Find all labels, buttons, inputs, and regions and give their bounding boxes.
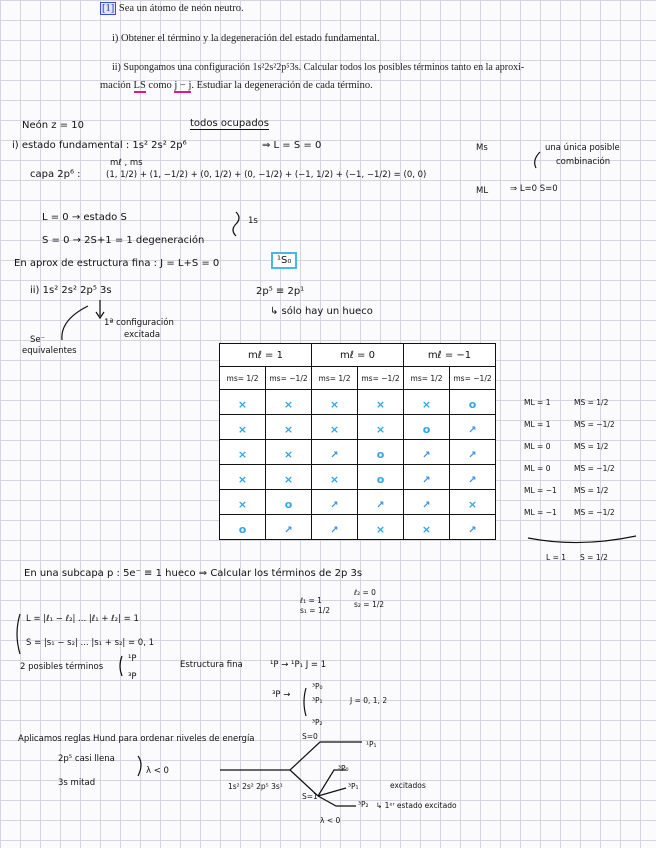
- branch-3p2: [318, 796, 356, 806]
- occupancy-mark: ↗: [422, 499, 431, 511]
- ml-value: ML = 0: [524, 441, 551, 451]
- subcapa-line: En una subcapa p : 5e⁻ ≡ 1 hueco ⇒ Calcular los términos de 2p 3s: [24, 568, 363, 579]
- reference-link[interactable]: [1]: [102, 3, 115, 14]
- occupancy-mark: o: [284, 497, 293, 511]
- part-ii-line1: ii) Supongamos una configuración 1s²2s²2p⁵3s. Calcular todos los posibles términos tanto en la aproxi-: [112, 62, 525, 73]
- ml-value: ML = 1: [524, 397, 551, 407]
- l1-label: ℓ₁ = 1: [300, 596, 322, 605]
- ms-value: MS = −1/2: [574, 463, 615, 473]
- ms-header: ms= −1/2: [358, 367, 404, 390]
- estructura-fina: En aprox de estructura fina : J = L+S = 0: [14, 258, 220, 269]
- hund-2p: 2p⁵ casi llena: [58, 754, 115, 764]
- equivalentes: equivalentes: [22, 346, 77, 356]
- jj-underlined: j − j: [174, 80, 192, 91]
- occupancy-mark: ↗: [376, 499, 385, 511]
- down-arrow-stroke: [96, 300, 104, 318]
- capa-label: capa 2p⁶ :: [30, 169, 81, 180]
- s-range: S = |s₁ − s₂| ... |s₁ + s₂| = 0, 1: [26, 638, 155, 648]
- posibles-brace-stroke: [120, 656, 122, 676]
- arrow-stroke: [535, 152, 540, 168]
- estado-fundamental: i) estado fundamental : 1s² 2s² 2p⁶: [12, 140, 187, 151]
- lambda-bottom: λ < 0: [320, 816, 341, 825]
- occupancy-mark: ×: [237, 472, 248, 486]
- occupancy-mark: ×: [283, 422, 294, 436]
- ml-header-m1: mℓ = −1: [404, 344, 496, 367]
- ms-header: ms= 1/2: [404, 367, 450, 390]
- brace-stroke: [233, 212, 239, 236]
- se-label: Se⁻: [30, 335, 46, 345]
- occupancy-mark: ↗: [468, 449, 477, 461]
- ml-value: ML = −1: [524, 485, 557, 495]
- occupancy-mark: ↗: [468, 474, 477, 486]
- level-3p0: ³P₀: [338, 764, 349, 773]
- term-1p: ¹P: [128, 654, 137, 664]
- occupancy-mark: o: [238, 522, 247, 536]
- excitados: excitados: [390, 781, 426, 790]
- occupancy-mark: ↗: [330, 449, 339, 461]
- occupancy-mark: ↗: [422, 449, 431, 461]
- occupancy-mark: ↗: [468, 424, 477, 436]
- occupancy-mark: ×: [329, 397, 340, 411]
- primer-excitado: ↳ 1ᵉʳ estado excitado: [376, 801, 457, 810]
- occupancy-mark: ×: [421, 522, 432, 536]
- occupancy-mark: o: [376, 447, 385, 461]
- l-s-zero: ⇒ L = S = 0: [262, 140, 322, 151]
- occupancy-mark: ↗: [330, 524, 339, 536]
- term-3p: ³P: [128, 672, 137, 682]
- branch-1p: [290, 742, 362, 770]
- ml-header-0: mℓ = 0: [312, 344, 404, 367]
- fine-3p1: ³P₁: [312, 696, 323, 705]
- occupancy-mark: ×: [329, 422, 340, 436]
- s1-level-label: S=1: [302, 792, 318, 801]
- occupancy-mark: ↗: [468, 524, 477, 536]
- ml-ms-label: mℓ , ms: [110, 158, 143, 168]
- j-values: J = 0, 1, 2: [350, 696, 388, 705]
- fine-3p2: ³P₂: [312, 718, 323, 727]
- occupancy-mark: ×: [283, 447, 294, 461]
- part-ii-line2: mación LS como j − j. Estudiar la degeneración de cada término.: [100, 80, 373, 91]
- brace-1s: 1s: [248, 216, 258, 226]
- s0-label: S=0: [302, 732, 318, 741]
- l-zero-line: L = 0 → estado S: [42, 212, 127, 223]
- capa-terms: (1, 1/2) + (1, −1/2) + (0, 1/2) + (0, −1/2) + (−1, 1/2) + (−1, −1/2) = (0, 0): [106, 170, 427, 180]
- ml-value: ML = −1: [524, 507, 557, 517]
- una-sola: una única posible: [545, 143, 620, 153]
- ml-header-1: mℓ = 1: [220, 344, 312, 367]
- config-excitada-2: excitada: [124, 330, 161, 340]
- fine-1p: ¹P → ¹P₁ J = 1: [270, 660, 327, 670]
- branch-3p: [290, 770, 318, 796]
- occupancy-mark: ↗: [284, 524, 293, 536]
- occupancy-mark: ↗: [422, 474, 431, 486]
- curved-arrow-stroke: [62, 306, 88, 340]
- ms-value: MS = 1/2: [574, 441, 609, 451]
- sum-l: L = 1: [546, 553, 567, 562]
- ml-value: ML = 0: [524, 463, 551, 473]
- lambda-neg: λ < 0: [146, 766, 169, 776]
- hund-3s: 3s mitad: [58, 778, 96, 788]
- left-bracket-stroke: [17, 614, 20, 654]
- occupancy-mark: ×: [421, 397, 432, 411]
- occupancy-mark: ×: [237, 397, 248, 411]
- occupancy-mark: o: [468, 397, 477, 411]
- fine-3p-head: ³P →: [272, 690, 291, 700]
- config-excitada-1: 1ª configuración: [104, 318, 174, 328]
- occupancy-mark: ×: [467, 497, 478, 511]
- ms-header: ms= 1/2: [312, 367, 358, 390]
- estructura-fina-2: Estructura fina: [180, 660, 243, 670]
- occupancy-mark: ×: [329, 472, 340, 486]
- occupancy-mark: ×: [375, 397, 386, 411]
- l-range: L = |ℓ₁ − ℓ₂| ... |ℓ₁ + ℓ₂| = 1: [26, 614, 139, 624]
- ms-value: MS = −1/2: [574, 507, 615, 517]
- occupancy-mark: ×: [237, 422, 248, 436]
- ms-header: ms= −1/2: [450, 367, 496, 390]
- part-i-text: i) Obtener el término y la degeneración del estado fundamental.: [112, 33, 380, 44]
- occupancy-mark: ↗: [330, 499, 339, 511]
- occupancy-mark: ×: [375, 522, 386, 536]
- ms-value: MS = 1/2: [574, 397, 609, 407]
- hund-rule: Aplicamos reglas Hund para ordenar niveles de energía: [18, 734, 255, 744]
- ml-label: ML: [476, 186, 489, 196]
- occupancy-mark: o: [376, 472, 385, 486]
- ls-underlined: LS: [133, 80, 146, 91]
- term-1s0-box: ¹S₀: [271, 252, 297, 269]
- level-1p1: ¹P₁: [366, 740, 377, 749]
- statement-text: Sea un átomo de neón neutro.: [118, 3, 244, 14]
- s-zero-line: S = 0 → 2S+1 = 1 degeneración: [42, 235, 205, 246]
- occupancy-mark: ×: [375, 422, 386, 436]
- summary-brace-stroke: [528, 536, 636, 543]
- occupancy-mark: ×: [237, 447, 248, 461]
- posibles-terminos: 2 posibles términos: [20, 662, 104, 672]
- sum-s: S = 1/2: [580, 553, 608, 562]
- ms-header: ms= −1/2: [266, 367, 312, 390]
- part-ii-config: ii) 1s² 2s² 2p⁵ 3s: [30, 285, 112, 296]
- solo-hueco: ↳ sólo hay un hueco: [270, 306, 373, 317]
- occupancy-mark: ×: [283, 397, 294, 411]
- todos-ocupados: todos ocupados: [190, 118, 269, 129]
- occupancy-mark: o: [422, 422, 431, 436]
- config-diagram: 1s² 2s² 2p⁵ 3s¹: [228, 782, 283, 791]
- level-3p1: ³P₁: [348, 782, 359, 791]
- l0-s0: ⇒ L=0 S=0: [510, 184, 558, 194]
- ms-value: MS = −1/2: [574, 419, 615, 429]
- s1-label: s₁ = 1/2: [300, 606, 331, 615]
- level-3p2: ³P₂: [358, 800, 369, 809]
- ms-value: MS = 1/2: [574, 485, 609, 495]
- jbrace-stroke: [304, 688, 306, 716]
- fine-3p0: ³P₀: [312, 682, 323, 691]
- l2-label: ℓ₂ = 0: [354, 588, 376, 597]
- combinacion: combinación: [556, 157, 611, 167]
- hund-brace-stroke: [138, 756, 141, 776]
- hole-equivalence: 2p⁵ ≡ 2p¹: [256, 286, 305, 297]
- ms-header: ms= 1/2: [220, 367, 266, 390]
- ms-label: Ms: [476, 143, 488, 153]
- ml-value: ML = 1: [524, 419, 551, 429]
- occupancy-mark: ×: [283, 472, 294, 486]
- s2-label: s₂ = 1/2: [354, 600, 385, 609]
- neon-heading: Neón z = 10: [22, 120, 84, 131]
- occupancy-mark: ×: [237, 497, 248, 511]
